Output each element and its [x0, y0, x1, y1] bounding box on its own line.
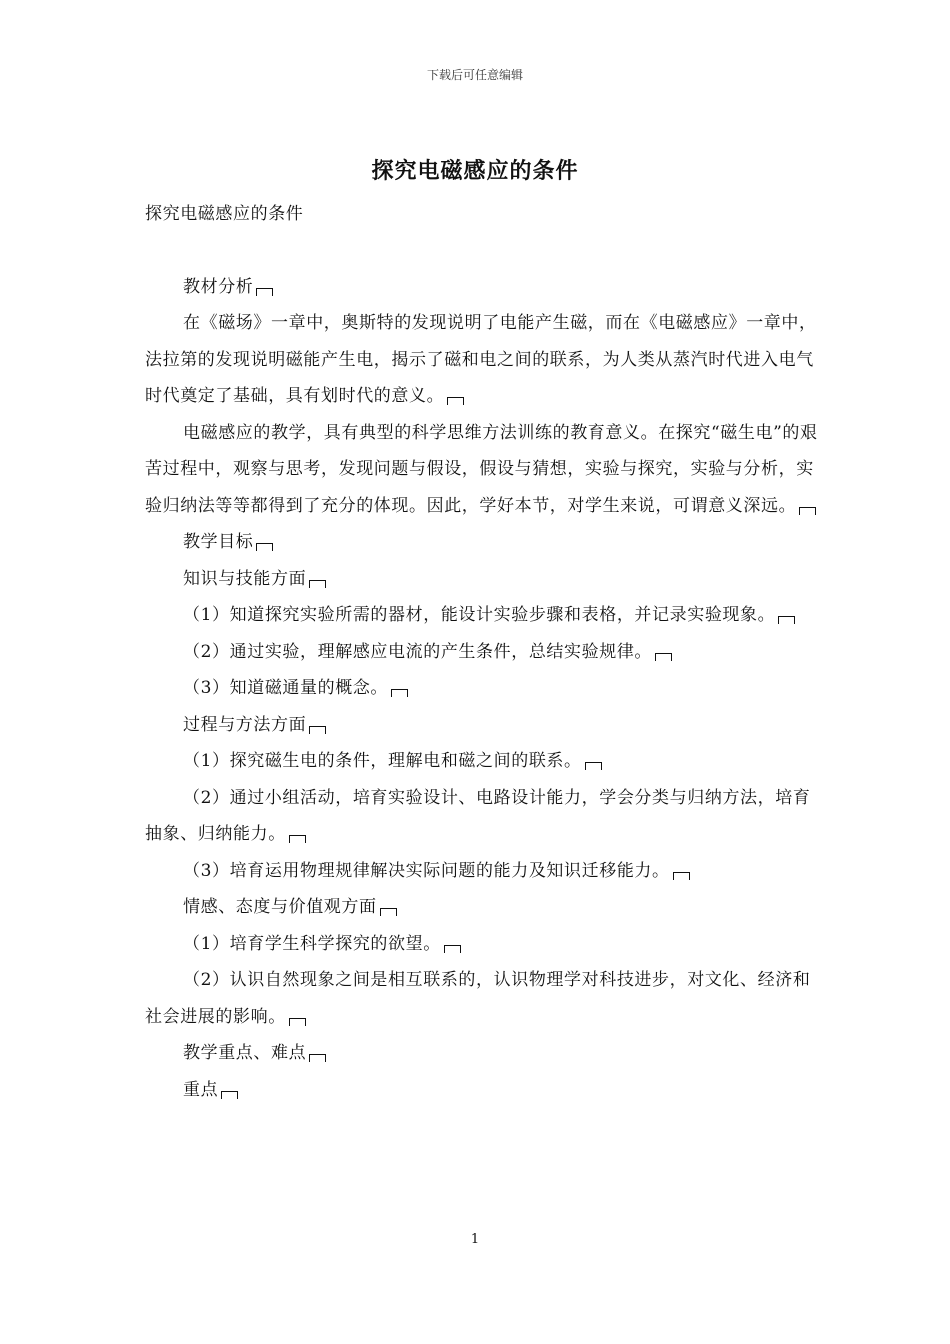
- paragraph-mark-icon: [221, 1091, 238, 1099]
- paragraph-mark-icon: [309, 1054, 326, 1062]
- page-number: 1: [470, 1232, 480, 1247]
- paragraph-mark-icon: [380, 908, 397, 916]
- paragraph: （2）通过小组活动，培育实验设计、电路设计能力，学会分类与归纳方法，培育抽象、归纳能力。: [145, 787, 811, 844]
- paragraph: 过程与方法方面: [145, 707, 825, 744]
- page-header: 下载后可任意编辑: [426, 68, 523, 82]
- paragraph: 重点: [145, 1072, 825, 1109]
- paragraph: （2）认识自然现象之间是相互联系的，认识物理学对科技进步，对文化、经济和社会进展的影响。: [145, 970, 811, 1027]
- paragraph-mark-icon: [309, 726, 326, 734]
- paragraph-mark-icon: [799, 507, 816, 515]
- paragraph: 情感、态度与价值观方面: [145, 889, 825, 926]
- paragraph-mark-icon: [309, 580, 326, 588]
- paragraph-mark-icon: [256, 543, 273, 551]
- paragraph: 教学重点、难点: [145, 1035, 825, 1072]
- paragraph: 知识与技能方面: [145, 561, 825, 598]
- paragraph: 电磁感应的教学，具有典型的科学思维方法训练的教育意义。在探究“磁生电”的艰苦过程中，观察与思考，发现问题与假设，假设与猜想，实验与探究，实验与分析，实验归纳法等等都得到了充分的体现。因此，学好本节，对学生来说，可谓意义深远。: [145, 422, 818, 516]
- subtitle: 探究电磁感应的条件: [145, 204, 304, 224]
- document-body: [145, 196, 825, 1108]
- paragraph: （2）通过实验，理解感应电流的产生条件，总结实验规律。: [145, 634, 825, 671]
- paragraph: 教学目标: [145, 524, 825, 561]
- paragraph: （1）探究磁生电的条件，理解电和磁之间的联系。: [145, 743, 825, 780]
- paragraph: 教材分析: [145, 269, 825, 306]
- paragraph: （3）知道磁通量的概念。: [145, 670, 825, 707]
- paragraph-mark-icon: [444, 945, 461, 953]
- paragraph-mark-icon: [673, 872, 690, 880]
- paragraph-mark-icon: [655, 653, 672, 661]
- paragraph: （1）培育学生科学探究的欲望。: [145, 926, 825, 963]
- paragraph-mark-icon: [447, 397, 464, 405]
- document-title: 探究电磁感应的条件: [371, 158, 579, 184]
- paragraph: （3）培育运用物理规律解决实际问题的能力及知识迁移能力。: [145, 853, 825, 890]
- paragraph-mark-icon: [289, 1018, 306, 1026]
- paragraph-mark-icon: [289, 835, 306, 843]
- paragraph-mark-icon: [391, 689, 408, 697]
- paragraph: 在《磁场》一章中，奥斯特的发现说明了电能产生磁，而在《电磁感应》一章中，法拉第的发现说明磁能产生电，揭示了磁和电之间的联系，为人类从蒸汽时代进入电气时代奠定了基础，具有划时代的意义。: [145, 313, 817, 406]
- paragraph-mark-icon: [256, 288, 273, 296]
- paragraph-mark-icon: [778, 616, 795, 624]
- paragraph: （1）知道探究实验所需的器材，能设计实验步骤和表格，并记录实验现象。: [145, 597, 825, 634]
- paragraph-mark-icon: [585, 762, 602, 770]
